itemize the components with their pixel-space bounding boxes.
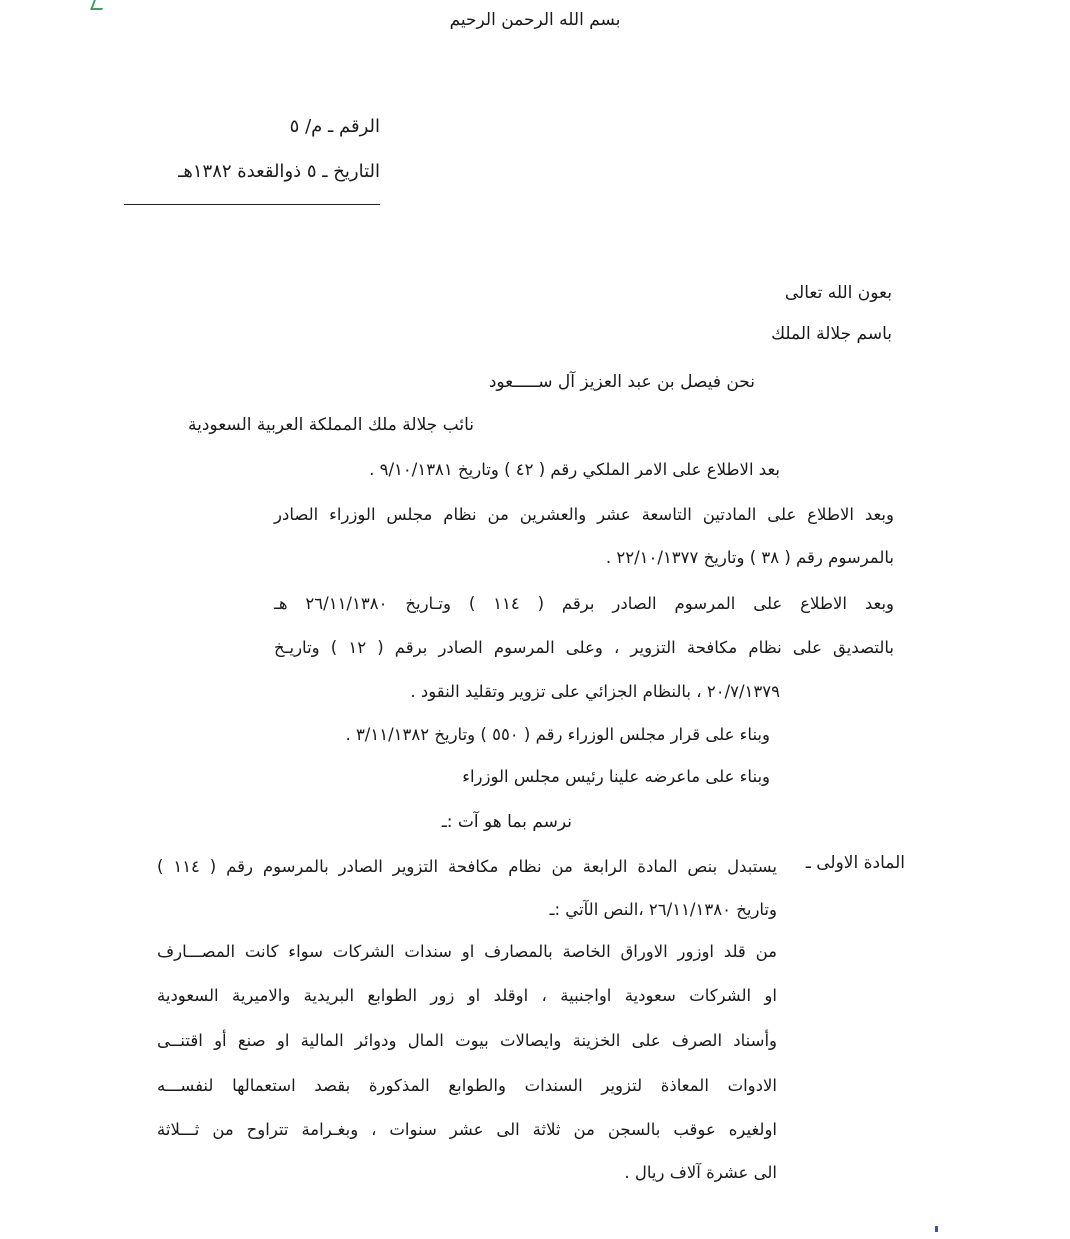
green-corner-mark (90, 0, 106, 10)
sovereign-title: نائب جلالة ملك المملكة العربية السعودية (188, 415, 474, 435)
article-line-text: من قلد اوزور الاوراق الخاصة بالمصارف او سندات الشركات سواء كانت المصـــارف (157, 942, 777, 961)
recital-2-text: وبعد الاطلاع على المادتين التاسعة عشر والعشرين من نظام مجلس الوزراء الصادر (274, 505, 894, 524)
article-line: وتاريخ ٢٦/١١/١٣٨٠ ،النص الآتي :ـ (549, 900, 777, 919)
recital-4 (274, 592, 894, 616)
decree-phrase: نرسم بما هو آت :ـ (441, 812, 572, 832)
recital-8: وبناء على ماعرضه علينا رئيس مجلس الوزراء (462, 767, 770, 786)
reference-date: التاريخ ـ ٥ ذوالقعدة ١٣٨٢هـ (178, 161, 380, 182)
recital-2 (274, 503, 894, 527)
invocation: بعون الله تعالى (784, 283, 892, 303)
blue-ink-dot (935, 1226, 938, 1232)
article-line (157, 1029, 777, 1053)
article-one-label: المادة الاولى ـ (805, 853, 905, 873)
article-line-text: وأسناد الصرف على الخزينة وايصالات بيوت المال ودوائر المالية او صنع أو اقتنــى (157, 1031, 777, 1050)
sovereign-name: نحن فيصل بن عبد العزيز آل ســـــعود (488, 372, 755, 392)
basmala: بسم الله الرحمن الرحيم (449, 10, 621, 30)
recital-4-text: وبعد الاطلاع على المرسوم الصادر برقم ( ١١٤ ) وتـاريخ ٢٦/١١/١٣٨٠ هـ (274, 594, 895, 613)
article-line (157, 1074, 777, 1098)
article-line (157, 984, 777, 1008)
article-line (157, 1118, 777, 1142)
reference-underline (124, 204, 380, 205)
article-line-text: او الشركات سعودية اواجنبية ، اوقلد او زور الطوابع البريدية والاميرية السعودية (157, 986, 777, 1005)
article-line: الى عشرة آلاف ريال . (624, 1163, 777, 1182)
recital-7: وبناء على قرار مجلس الوزراء رقم ( ٥٥٠ ) وتاريخ ٣/١١/١٣٨٢ . (345, 725, 770, 744)
reference-number: الرقم ـ م/ ٥ (289, 116, 380, 137)
recital-3: بالمرسوم رقم ( ٣٨ ) وتاريخ ٢٢/١٠/١٣٧٧ . (605, 548, 894, 567)
article-line (157, 940, 777, 964)
article-line-text: يستبدل بنص المادة الرابعة من نظام مكافحة التزوير الصادر بالمرسوم رقم ( ١١٤ ) (157, 857, 777, 876)
recital-6: ٢٠/٧/١٣٧٩ ، بالنظام الجزائي على تزوير وتقليد النقود . (410, 682, 780, 701)
article-line-text: الادوات المعاذة لتزوير السندات والطوابع المذكورة بقصد استعمالها لنفســـه (157, 1076, 777, 1095)
recital-5 (274, 636, 894, 660)
in-the-name-of-king: باسم جلالة الملك (771, 324, 892, 344)
recital-5-text: بالتصديق على نظام مكافحة التزوير ، وعلى المرسوم الصادر برقم ( ١٢ ) وتاريـخ (274, 638, 894, 657)
article-line (157, 855, 777, 879)
article-line-text: اولغيره عوقب بالسجن من ثلاثة الى عشر سنوات ، وبغـرامة تتراوح من ثـــلاثة (157, 1120, 777, 1139)
recital-1: بعد الاطلاع على الامر الملكي رقم ( ٤٢ ) وتاريخ ٩/١٠/١٣٨١ . (369, 460, 780, 479)
